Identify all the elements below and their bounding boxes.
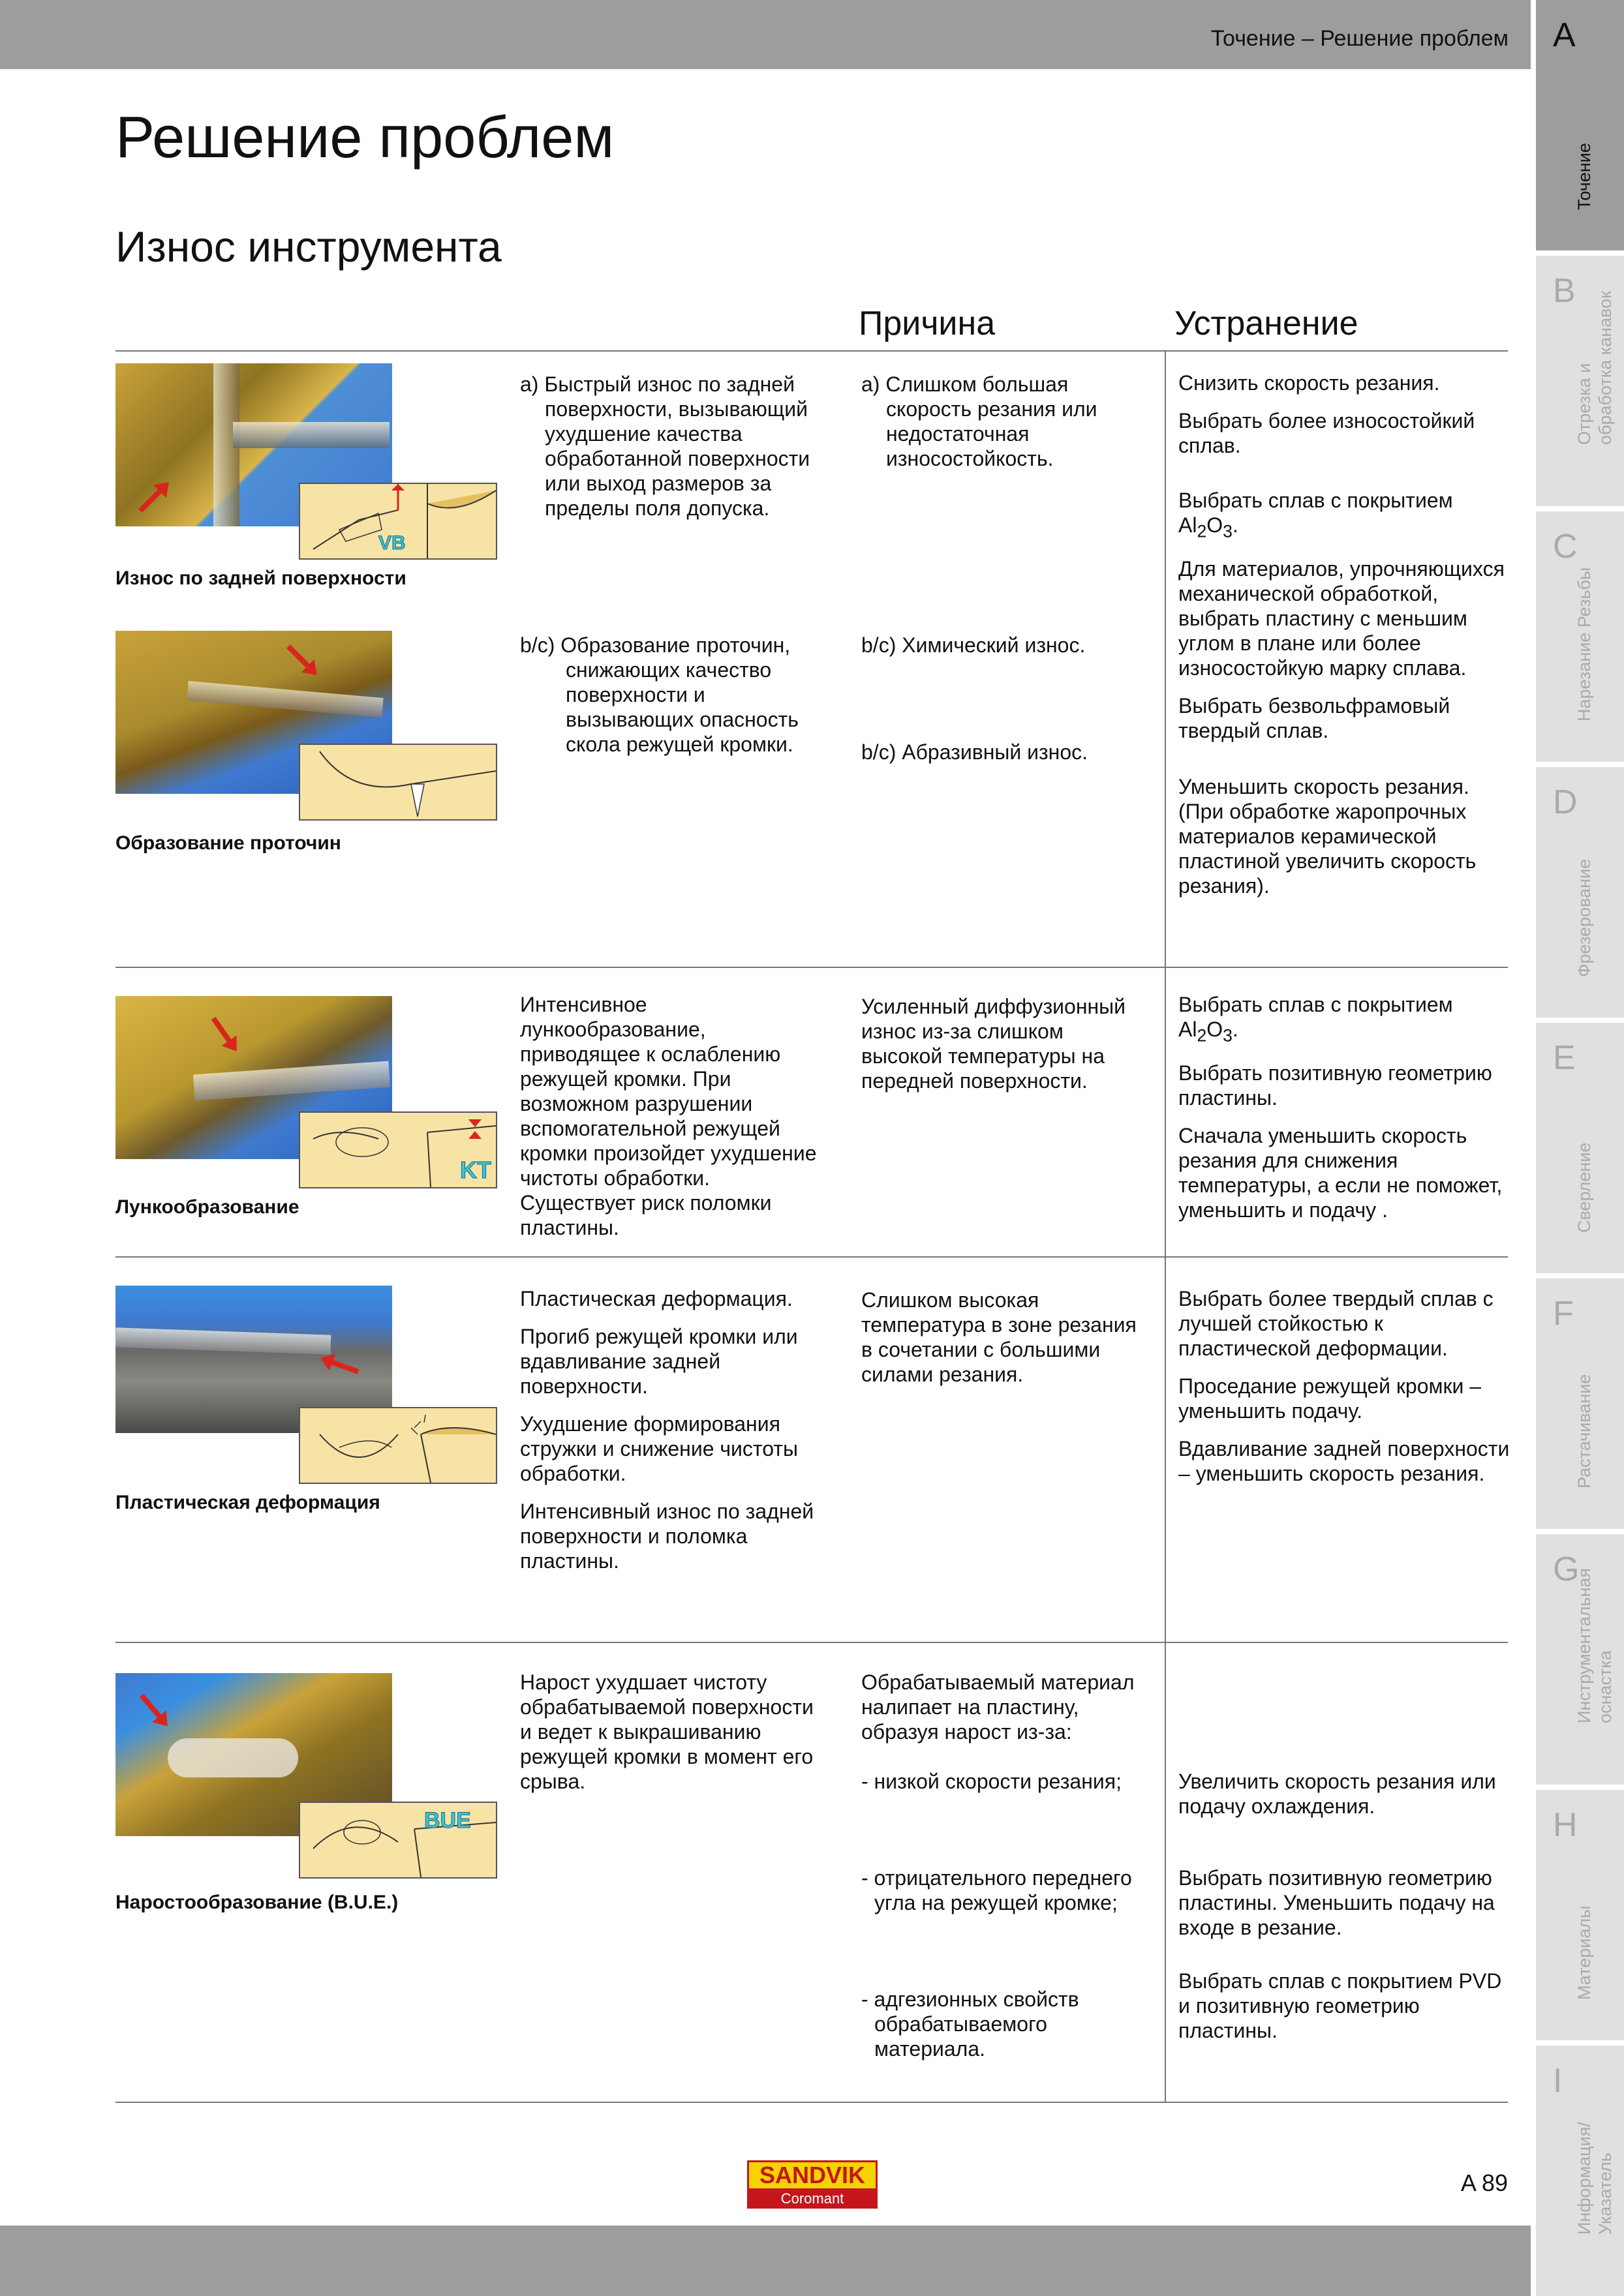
column-header-remedy: Устранение <box>1174 305 1358 342</box>
problem-text: Нарост ухудшает чистоту обрабатываемой поверхности и ведет к выкрашиванию режущей кромки в момент его срыва. <box>520 1670 814 1793</box>
side-tab-label: Инструментальная оснастка <box>1574 1567 1615 1723</box>
side-tab-g[interactable] <box>1536 1534 1624 1785</box>
cause-text: b/c) Абразивный износ. <box>861 740 1088 764</box>
crater-wear-sketch <box>299 1111 497 1188</box>
cause-text: Обрабатываемый материал налипает на пластину, образуя нарост из-за: - низкой скорости резания; - отрицательного переднего угла на режущей кромке; - адгезионных свойств обрабатываемого материала. <box>861 1670 1135 2061</box>
side-tab-letter: C <box>1553 528 1578 566</box>
side-tab-letter: A <box>1553 16 1576 54</box>
side-tab-label: Точение <box>1574 143 1594 210</box>
caption-crater-wear: Лункообразование <box>115 1196 299 1218</box>
table-rule <box>115 350 1508 352</box>
side-tab-d[interactable] <box>1536 767 1624 1018</box>
remedy-text: Выбрать более твердый сплав с лучшей стойкостью к пластической деформации. Проседание режущей кромки – уменьшить подачу. Вдавливание задней поверхности – уменьшить скорость резания. <box>1178 1287 1510 1485</box>
side-tab-i[interactable] <box>1536 2046 1624 2296</box>
al2o3-formula: $Al_2O_3$. <box>1178 513 1238 541</box>
notch-wear-sketch <box>299 744 497 821</box>
plastic-deformation-sketch <box>299 1407 497 1484</box>
column-header-cause: Причина <box>859 305 996 342</box>
caption-built-up-edge: Наростообразование (B.U.E.) <box>115 1892 399 1913</box>
side-tab-label: Фрезерование <box>1574 858 1594 977</box>
side-tab-h[interactable] <box>1536 1790 1624 2040</box>
cause-text: Усиленный диффузионный износ из-за слишком высокой температуры на передней поверхности. <box>861 995 1126 1093</box>
sandvik-logo: SANDVIK Coromant <box>747 2160 878 2210</box>
caption-notch-wear: Образование проточин <box>115 832 341 854</box>
section-heading: Износ инструмента <box>115 222 502 271</box>
side-tab-letter: E <box>1553 1039 1576 1077</box>
cause-text: Слишком высокая температура в зоне резания в сочетании с большими силами резания. <box>861 1288 1137 1386</box>
side-tab-label: Отрезка и обработка канавок <box>1574 291 1615 445</box>
side-tab-c[interactable] <box>1536 511 1624 762</box>
built-up-edge-sketch <box>299 1802 497 1879</box>
flank-wear-sketch <box>299 483 497 560</box>
side-tab-letter: D <box>1553 783 1578 821</box>
side-tab-label: Сверление <box>1574 1142 1594 1233</box>
remedy-text: Выбрать сплав с покрытием $Al_2O_3$. Выбрать позитивную геометрию пластины. Сначала уменьшить скорость резания для снижения температуры, а если не поможет, уменьшить и подачу . <box>1178 993 1503 1222</box>
side-tab-letter: H <box>1553 1806 1578 1844</box>
side-tab-label: Растачивание <box>1574 1374 1594 1488</box>
column-divider <box>1165 350 1166 2102</box>
cause-text: b/c) Химический износ. <box>861 633 1086 657</box>
problem-text: Интенсивное лункообразование, приводящее к ослаблению режущей кромки. При возможном разрушении вспомогательной режущей кромки произойдет ухудшение чистоты обработки. Существует риск поломки пластины. <box>520 993 817 1239</box>
side-tab-letter: B <box>1553 272 1576 310</box>
page-title: Решение проблем <box>115 105 615 170</box>
side-tab-letter: F <box>1553 1295 1574 1333</box>
vb-label: VB <box>378 532 406 554</box>
footer-bar <box>0 2226 1531 2296</box>
section-title: Точение – Решение проблем <box>1210 26 1509 51</box>
table-rule <box>115 1256 1508 1258</box>
bue-label: BUE <box>424 1808 471 1833</box>
table-rule <box>115 967 1508 968</box>
problem-text: Пластическая деформация. Прогиб режущей кромки или вдавливание задней поверхности. Ухудшение формирования стружки и снижение чистоты обработки. Интенсивный износ по задней поверхности и поломка пластины. <box>520 1287 814 1573</box>
table-rule <box>115 2102 1508 2103</box>
side-tab-e[interactable] <box>1536 1023 1624 1273</box>
table-rule <box>115 1642 1508 1643</box>
side-tab-label: Нарезание Резьбы <box>1574 567 1594 721</box>
side-tab-letter: G <box>1553 1550 1580 1588</box>
caption-flank-wear: Износ по задней поверхности <box>115 567 406 589</box>
kt-label: KT <box>460 1156 491 1183</box>
al2o3-formula: $Al_2O_3$. <box>1178 1018 1238 1046</box>
side-tab-a[interactable] <box>1536 0 1624 250</box>
cause-text: a) Слишком большая скорость резания или недостаточная износостойкость. <box>861 372 1097 470</box>
header-bar <box>0 0 1531 69</box>
page-number: A 89 <box>1460 2169 1508 2196</box>
side-tabs <box>1536 0 1624 2296</box>
caption-plastic-deformation: Пластическая деформация <box>115 1492 380 1513</box>
remedy-text: Увеличить скорость резания или подачу охлаждения. Выбрать позитивную геометрию пластины. Уменьшить подачу на входе в резание. Выбрать сплав с покрытием PVD и позитивную геометрию пластины. <box>1178 1770 1502 2042</box>
side-tab-letter: I <box>1553 2062 1563 2100</box>
problem-text: a) Быстрый износ по задней поверхности, вызывающий ухудшение качества обработанной поверхности или выход размеров за пределы поля допуска. <box>520 372 810 520</box>
side-tab-b[interactable] <box>1536 256 1624 506</box>
remedy-text: Снизить скорость резания. Выбрать более износостойкий сплав. Выбрать сплав с покрытием $Al_2O_3$. Для материалов, упрочняющихся механической обработкой, выбрать пластину с меньшим углом в плане или более износостойкую марку сплава. Выбрать безвольфрамовый твердый сплав. Уменьшить скорость резания. (При обработке жаропрочных материалов керамической пластиной увеличить скорость резания). <box>1178 371 1505 898</box>
side-tab-label: Информация/ Указатель <box>1574 2122 1615 2235</box>
side-tab-f[interactable] <box>1536 1278 1624 1529</box>
problem-text: b/c) Образование проточин, снижающих качество поверхности и вызывающих опасность скола режущей кромки. <box>520 633 799 756</box>
side-tab-label: Материалы <box>1574 1905 1594 2000</box>
